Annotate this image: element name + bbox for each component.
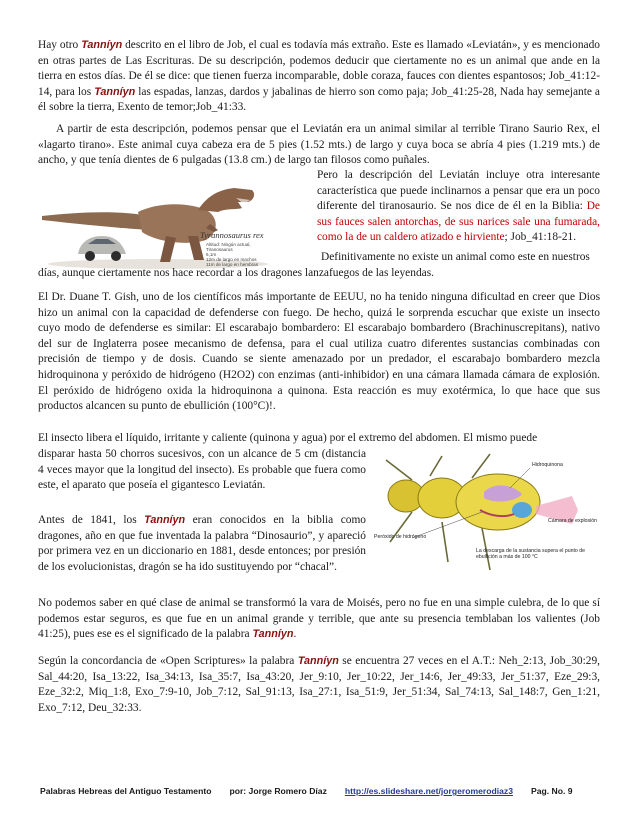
text-run: eran conocidos en la biblia como dragones, año en que fue inventada la palabra “Dinosaurio”, y apareció por primera vez en un diccionario en 1881, desde entonces; por presión de los evolucionistas, dragón se ha ido sustituyendo por “chacal”. [38,514,367,573]
tyrannosaurus-figure [38,176,276,274]
footer-link[interactable]: http://es.slideshare.net/jorgeromerodiaz3 [344,786,513,796]
bombardier-beetle-figure [372,452,600,580]
scripture-quote: De sus fauces salen antorchas, de sus narices sale una fumarada, como la de un caldero atizado e hirviente [317,200,600,244]
keyword-tanniyn: Tanníyn [297,655,339,667]
footer-author: por: Jorge Romero Díaz [229,786,327,796]
caption-line: 12m de largo en machos [206,257,257,262]
paragraph-leviatan-intro [38,38,600,116]
keyword-tanniyn: Tanníyn [81,39,123,51]
label-camara-text: Cámara de explosión [548,518,598,524]
paragraph-insecto-line: El insecto libera el líquido, irritante y caliente (quinona y agua) por el extremo del abdomen. El mismo puede [38,432,538,444]
paragraph-dinosaurio [38,513,366,575]
keyword-tanniyn: Tanníyn [252,628,294,641]
text-run: . [293,628,297,641]
paragraph-dragones: días, aunque ciertamente nos hace recordar a los dragones lanzafuegos de las leyendas. [38,267,434,279]
caption-line: 6,1m [206,252,217,257]
text-run: descrito en el libro de Job, el cual es todavía más extraño. Este es llamado «Leviatán», y es mencionado en otras partes de Las Escrituras. De su descripción, podemos deducir que ciertamente no es un animal que ande en la tierra en estos días. De él se dice: que tienen fuerza incomparable, doble coraza, fauces con dientes espantosos; Job_41:12-14, para los [38,39,600,98]
label-descarga: La descarga de la sustancia supera el punto de ebullición a más de 100 °C [476,548,586,560]
caption-line: 11m de largo en hembras [206,262,259,267]
label-hidroquinona: Hidroquinona [532,462,563,468]
text-run: Antes de 1841, los [38,514,145,526]
keyword-tanniyn: Tanníyn [94,85,136,98]
paragraph-definitivamente: Definitivamente no existe un animal como este en nuestros [321,251,590,263]
page-number: Pag. No. 9 [530,786,573,796]
paragraph-escarabajo: El Dr. Duane T. Gish, uno de los científicos más importante de EEUU, no ha tenido ninguna dificultad en creer que Dios hizo un animal con la capacidad de defenderse con fuego. De hecho, quizá le sorprenda escuchar que existe un insecto cuyo modo de defenderse es similar: El escarabajo bombardero: El escarabajo bombardero (Brachinuscrepitans), nativo del sur de Inglaterra posee mecanismo de defensa, para el cual utiliza cuatro diferentes sustancias combinadas con precisión de tiempo y de dosis. Cuando se siente amenazado por un predador, el escarabajo bombardero mezcla hidroquinona y peróxido de hidrógeno (H2O2) con enzimas (anti-inhibidor) en una cámara llamada cámara de explosión. El peróxido de hidrógeno oxida la hidroquinona a quinona. Esta reacción es muy exotérmica, lo que hace que sus productos alcancen su punto de ebullición (100°C)!. [38,291,600,413]
text-run: No podemos saber en qué clase de animal se transformó la vara de Moisés, pero no fue en una simple culebra, de lo que sí podemos estar seguros, es que fue en un animal grande y terrible, que ante su presencia temblaban los valientes (Job 41:25), pues ese es el significado de la palabra [38,597,600,641]
paragraph-vara-moises [38,596,600,643]
paragraph-concordancia [38,654,600,716]
beetle-abdomen [456,474,540,530]
text-run: Según la concordancia de «Open Scriptures» la palabra [38,655,298,667]
text-run: Pero la descripción del Leviatán incluye otra interesante característica que puede inclinarnos a pensar que era un poco diferente del tiranosaurio. Se nos dice de él en la Biblia: [317,169,600,213]
caption-line: Tiranosaurus [206,247,233,252]
paragraph-insecto: disparar hasta 50 chorros sucesivos, con un alcance de 5 cm (distancia 4 veces mayor que la longitud del insecto). Es probable que fuera como este, el aparato que poseía el gigantesco Leviatán. [38,448,366,492]
caption-line: Altitud: Ningún actual, [206,242,251,247]
keyword-tanniyn: Tanníyn [144,514,186,526]
paragraph-tirano-saurio: A partir de esta descripción, podemos pensar que el Leviatán era un animal similar al terrible Tirano Saurio Rex, el «lagarto tirano». Este animal cuya cabeza era de 5 pies (1.52 mts.) de largo y cuya boca se abría 4 pies (1.219 mts.) de ancho, y que tenía dientes de 6 pulgadas (13.8 cm.) de largo tan filosos como puñales. [38,123,600,167]
page-footer [40,786,600,796]
footer-title: Palabras Hebreas del Antiguo Testamento [40,786,212,796]
text-run: Hay otro [38,39,82,51]
text-run: ; Job_41:18-21. [504,231,577,244]
label-peroxido: Peróxido de hidrógeno [374,534,427,540]
text-run: se encuentra 27 veces en el A.T.: Neh_2:13, Job_30:29, Sal_44:20, Isa_13:22, Isa_34:13, Isa_35:7, Isa_43:20, Jer_9:10, Jer_10:22, Jer_14:6, Jer_49:33, Jer_51:37, Eze_29:3, Eze_32:2, Miq_1:8, Exo_7:9-10, Job_7:12, Sal_91:13, Isa_27:1, Isa_51:9, Jer_51:34, Sal_74:13, Sal_148:7, Gen_1:21, Exo_7:12, Deu_32:33. [38,655,600,714]
explosion-chamber [512,502,532,518]
paragraph-fuego [317,168,600,246]
label-camara [548,518,597,524]
dino-name-label: Tyrannosaurus rex [200,230,264,240]
text-run: las espadas, lanzas, dardos y jabalinas de hierro son como paja; Job_41:25-28, Nada hay semejante a él sobre la tierra, Exento de temor;Job_41:33. [38,85,600,114]
